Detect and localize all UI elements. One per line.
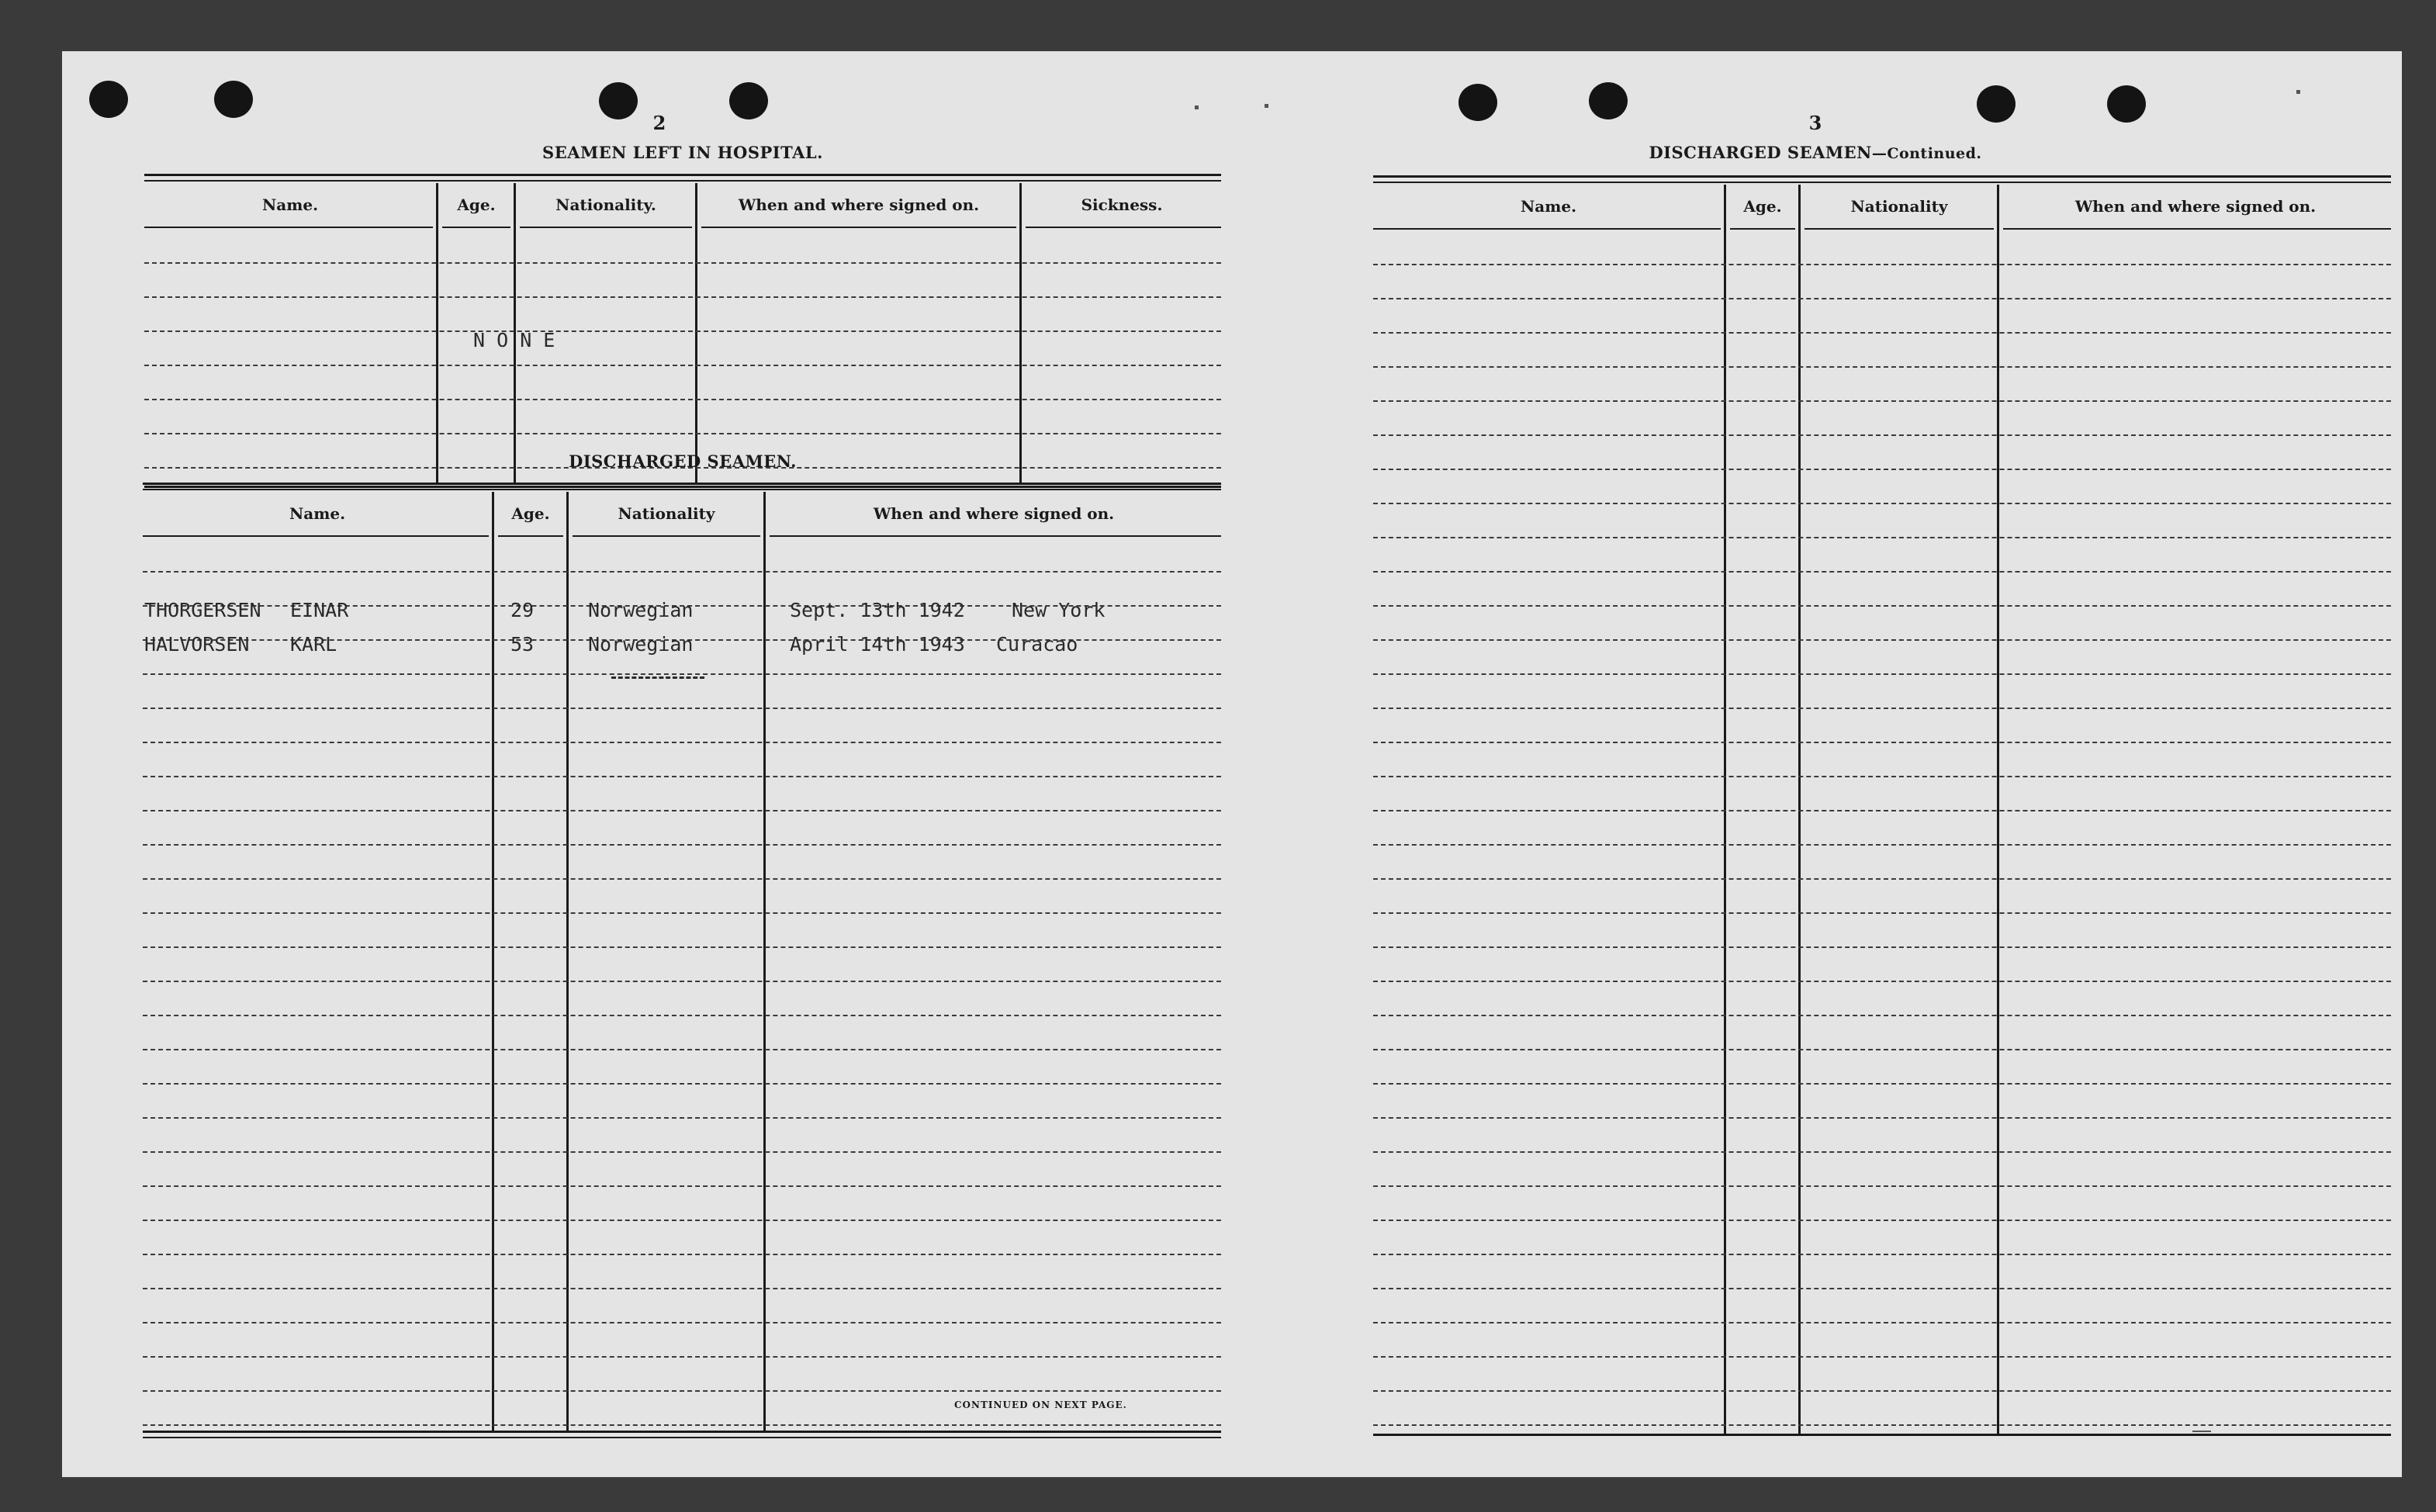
speck-mark: [2296, 90, 2300, 94]
column-header-name: Name.: [289, 504, 346, 523]
column-header-nationality: Nationality: [1850, 197, 1948, 216]
column-header-name: Name.: [1520, 197, 1577, 216]
column-header-name: Name.: [261, 195, 319, 214]
seaman-surname: HALVORSEN: [144, 633, 250, 656]
column-header-sickness: Sickness.: [1081, 195, 1163, 214]
column-header-nationality: Nationality: [618, 504, 715, 523]
seaman-given-name: EINAR: [290, 599, 349, 621]
speck-mark: [2192, 1431, 2211, 1432]
signed-on-place: Curacao: [996, 633, 1078, 656]
hospital-none-entry: N O N E: [473, 329, 555, 351]
discharged-section-title: DISCHARGED SEAMEN.: [569, 452, 797, 471]
column-header-age: Age.: [1743, 197, 1782, 216]
signed-on-date: Sept. 13th 1942: [790, 599, 965, 621]
column-header-signed-on: When and where signed on.: [2074, 197, 2317, 216]
right-page: [1272, 51, 2402, 1477]
hospital-table: [144, 174, 1221, 492]
seaman-age: 53: [510, 633, 535, 656]
seaman-age: 29: [510, 599, 535, 621]
typed-underline: [611, 676, 704, 679]
seaman-nationality: Norwegian: [588, 599, 694, 621]
speck-mark: [1265, 104, 1268, 108]
speck-mark: [1195, 106, 1199, 109]
discharged-continued-table: [1373, 175, 2391, 1440]
discharged-continued-title: [1310, 143, 2321, 162]
column-header-age: Age.: [511, 504, 550, 523]
seaman-surname: THORGERSEN: [144, 599, 261, 621]
document-sheet: [62, 51, 2402, 1477]
discharged-table: [143, 483, 1221, 1437]
column-header-signed-on: When and where signed on.: [873, 504, 1115, 523]
seaman-given-name: KARL: [290, 633, 337, 656]
title-main: DISCHARGED SEAMEN: [1649, 143, 1872, 162]
left-page: [62, 51, 1241, 1477]
hospital-section-title: SEAMEN LEFT IN HOSPITAL.: [542, 143, 823, 162]
page-number: 2: [652, 112, 666, 134]
signed-on-place: New York: [1012, 599, 1106, 621]
column-header-nationality: Nationality.: [555, 195, 656, 214]
column-header-signed-on: When and where signed on.: [738, 195, 980, 214]
continued-footer: CONTINUED ON NEXT PAGE.: [954, 1400, 1127, 1410]
column-header-age: Age.: [457, 195, 496, 214]
seaman-nationality: Norwegian: [588, 633, 694, 656]
title-suffix: —Continued.: [1871, 145, 1982, 162]
page-number: 3: [1808, 112, 1822, 134]
signed-on-date: April 14th 1943: [790, 633, 965, 656]
